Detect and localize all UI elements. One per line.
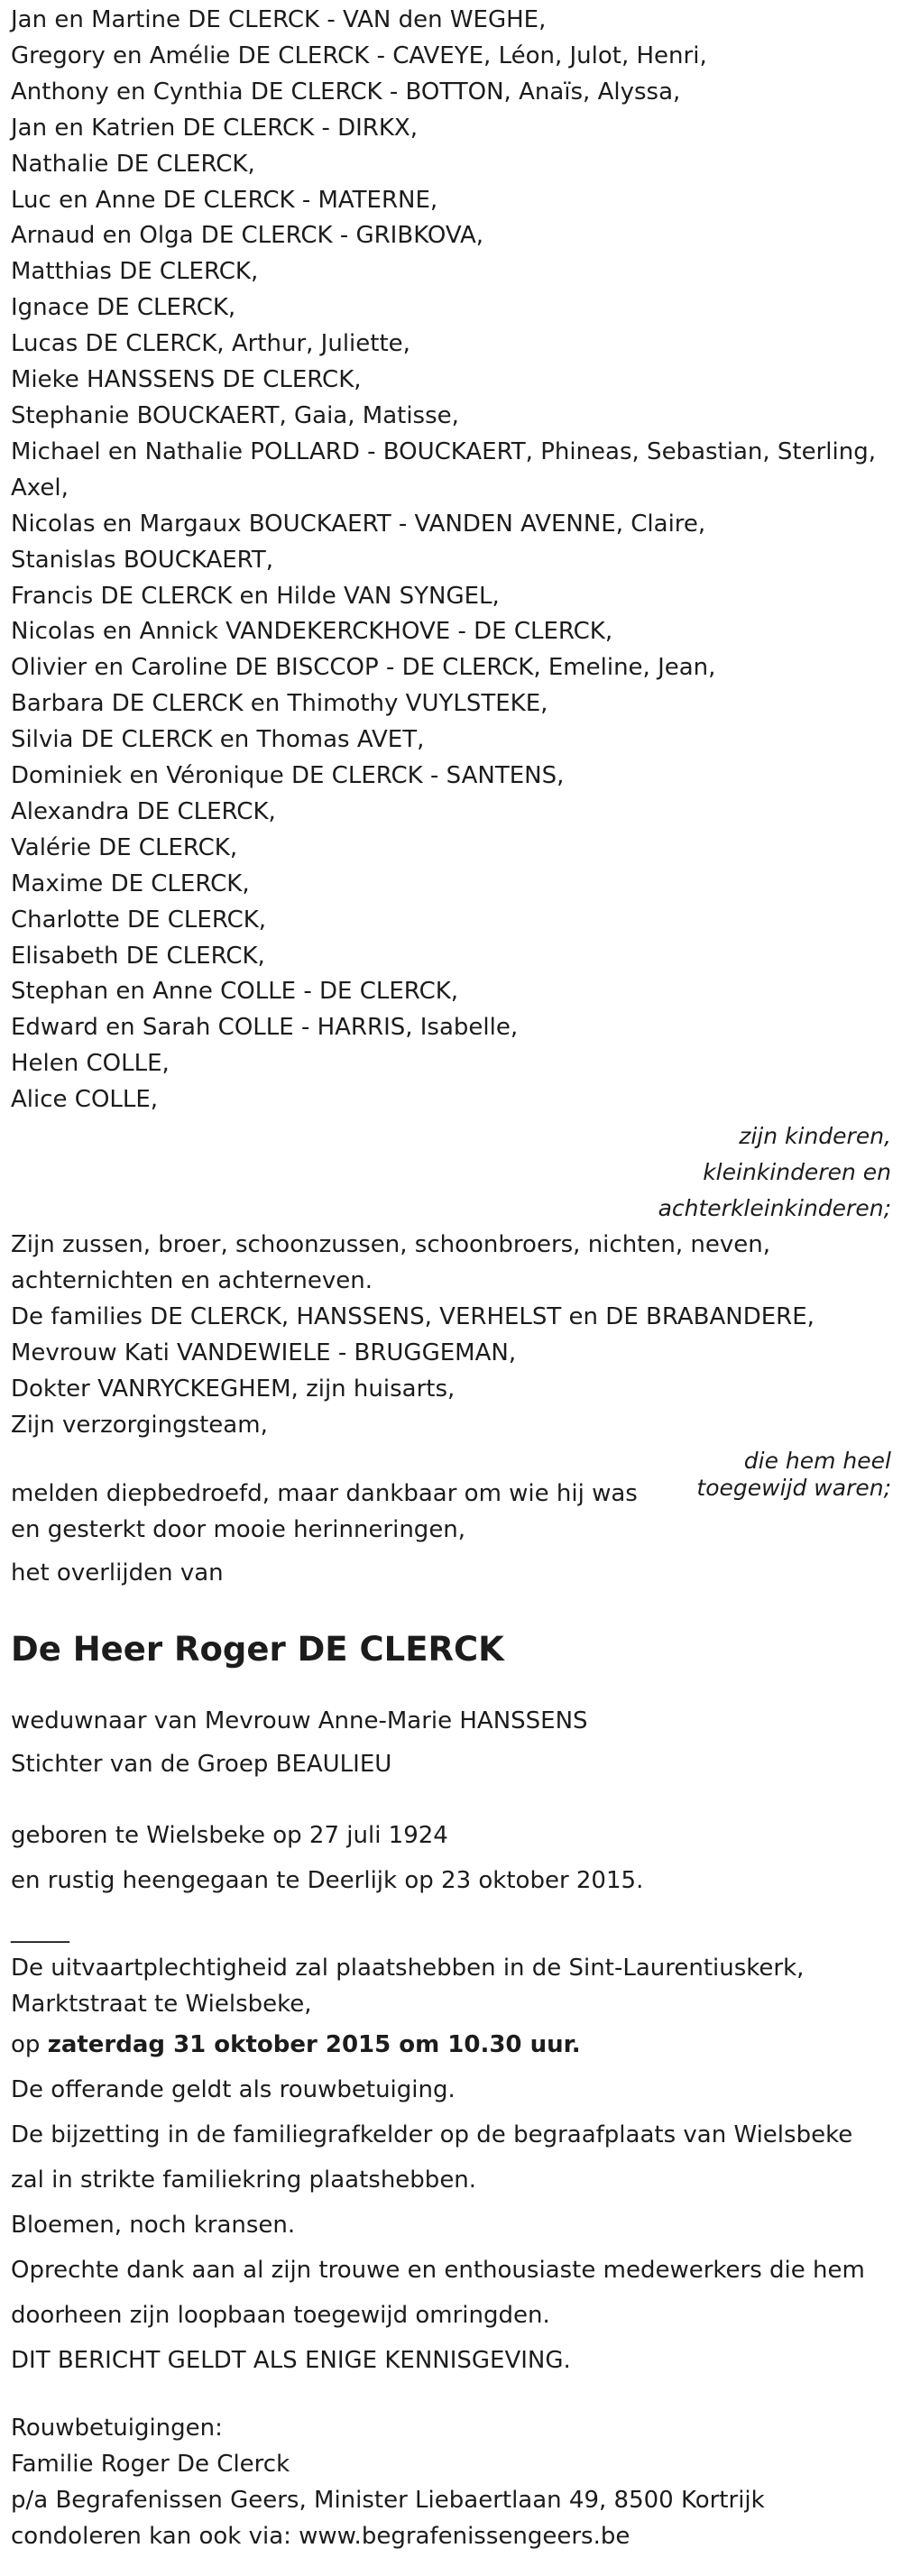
relatives-caption-line: toegewijd waren; (696, 1475, 891, 1502)
family-caption-line: achterkleinkinderen; (658, 1195, 891, 1222)
separator: _____ (11, 1917, 69, 1945)
deceased-status (11, 1699, 891, 1786)
life-dates (11, 1813, 891, 1903)
family-line: Valérie DE CLERCK, (11, 833, 238, 861)
ceremony-date-prefix: op (11, 2031, 48, 2059)
family-list (11, 0, 891, 1118)
family-line: Ignace DE CLERCK, (11, 294, 236, 322)
family-line: Anthony en Cynthia DE CLERCK - BOTTON, Anaïs, Alyssa, (11, 78, 681, 106)
offering-line: De offerande geldt als rouwbetuiging. (11, 2076, 456, 2104)
contact-line: Familie Roger De Clerck (11, 2451, 290, 2479)
family-line: Arnaud en Olga DE CLERCK - GRIBKOVA, (11, 222, 483, 250)
contact-info (11, 2410, 891, 2554)
family-line: Stephanie BOUCKAERT, Gaia, Matisse, (11, 401, 459, 429)
family-line: Edward en Sarah COLLE - HARRIS, Isabelle, (11, 1014, 519, 1042)
family-line: Olivier en Caroline DE BISCCOP - DE CLERCK, Emeline, Jean, (11, 654, 716, 682)
relatives-line: De families DE CLERCK, HANSSENS, VERHELST en DE BRABANDERE, (11, 1303, 815, 1331)
family-line: Dominiek en Véronique DE CLERCK - SANTENS, (11, 762, 565, 790)
family-line: Nathalie DE CLERCK, (11, 150, 255, 178)
family-line: Jan en Martine DE CLERCK - VAN den WEGHE, (11, 6, 547, 33)
family-line: Axel, (11, 474, 69, 501)
ceremony-line: Marktstraat te Wielsbeke, (11, 1991, 312, 2019)
family-line: Stanislas BOUCKAERT, (11, 546, 274, 574)
relatives-list (11, 1227, 891, 1443)
relatives-caption-line: die hem heel (743, 1448, 891, 1475)
status-line: Stichter van de Groep BEAULIEU (11, 1751, 392, 1779)
family-line: Michael en Nathalie POLLARD - BOUCKAERT, Phineas, Sebastian, Sterling, (11, 437, 876, 465)
family-line: Nicolas en Margaux BOUCKAERT - VANDEN AVENNE, Claire, (11, 510, 706, 538)
ceremony-date (11, 2022, 891, 2067)
family-line: Francis DE CLERCK en Hilde VAN SYNGEL, (11, 582, 500, 610)
family-line: Lucas DE CLERCK, Arthur, Juliette, (11, 330, 410, 358)
family-line: Barbara DE CLERCK en Thimothy VUYLSTEKE, (11, 690, 548, 718)
relatives-line: Dokter VANRYCKEGHEM, zijn huisarts, (11, 1375, 456, 1403)
relatives-line: achternichten en achterneven. (11, 1267, 373, 1295)
notice-line: DIT BERICHT GELDT ALS ENIGE KENNISGEVING. (11, 2347, 571, 2375)
ceremony-line: De uitvaartplechtigheid zal plaatshebben in de Sint-Laurentiuskerk, (11, 1955, 805, 1983)
family-line: Maxime DE CLERCK, (11, 869, 250, 897)
family-line: Jan en Katrien DE CLERCK - DIRKX, (11, 114, 419, 142)
announcement-line: het overlijden van (11, 1559, 224, 1587)
deceased-name: De Heer Roger DE CLERCK (11, 1630, 504, 1670)
contact-line: p/a Begrafenissen Geers, Minister Liebaertlaan 49, 8500 Kortrijk (11, 2487, 765, 2515)
announcement-line: en gesterkt door mooie herinneringen, (11, 1516, 466, 1544)
family-line: Mieke HANSSENS DE CLERCK, (11, 366, 362, 394)
thanks-line: Oprechte dank aan al zijn trouwe en enthousiaste medewerkers die hem (11, 2257, 865, 2285)
family-line: Luc en Anne DE CLERCK - MATERNE, (11, 186, 438, 214)
relatives-line: Zijn verzorgingsteam, (11, 1412, 268, 1440)
family-line: Elisabeth DE CLERCK, (11, 942, 265, 970)
death-line: en rustig heengegaan te Deerlijk op 23 oktober 2015. (11, 1867, 644, 1895)
relatives-line: Zijn zussen, broer, schoonzussen, schoonbroers, nichten, neven, (11, 1231, 770, 1259)
family-line: Gregory en Amélie DE CLERCK - CAVEYE, Léon, Julot, Henri, (11, 41, 707, 69)
family-line: Nicolas en Annick VANDEKERCKHOVE - DE CLERCK, (11, 618, 613, 646)
contact-line: Rouwbetuigingen: (11, 2415, 223, 2443)
family-caption-line: zijn kinderen, (739, 1123, 891, 1150)
family-line: Matthias DE CLERCK, (11, 258, 259, 286)
family-line: Alexandra DE CLERCK, (11, 797, 276, 825)
family-line: Stephan en Anne COLLE - DE CLERCK, (11, 978, 459, 1006)
announcement-line: melden diepbedroefd, maar dankbaar om wie hij was (11, 1480, 638, 1508)
family-caption-line: kleinkinderen en (703, 1159, 891, 1186)
ceremony-details (11, 1950, 891, 2383)
birth-line: geboren te Wielsbeke op 27 juli 1924 (11, 1822, 448, 1850)
relatives-line: Mevrouw Kati VANDEWIELE - BRUGGEMAN, (11, 1339, 517, 1367)
ceremony-date-bold: zaterdag 31 oktober 2015 om 10.30 uur. (47, 2031, 581, 2059)
status-line: weduwnaar van Mevrouw Anne-Marie HANSSENS (11, 1707, 588, 1735)
family-line: Alice COLLE, (11, 1086, 159, 1114)
burial-line: zal in strikte familiekring plaatshebben. (11, 2167, 477, 2194)
burial-line: De bijzetting in de familiegrafkelder op de begraafplaats van Wielsbeke (11, 2121, 853, 2149)
family-line: Helen COLLE, (11, 1050, 170, 1078)
flowers-line: Bloemen, noch kransen. (11, 2212, 296, 2240)
contact-line: condoleren kan ook via: www.begrafenissengeers.be (11, 2523, 630, 2551)
family-caption (11, 1118, 891, 1227)
family-line: Charlotte DE CLERCK, (11, 906, 267, 934)
thanks-line: doorheen zijn loopbaan toegewijd omringden. (11, 2302, 550, 2330)
family-line: Silvia DE CLERCK en Thomas AVET, (11, 726, 425, 754)
